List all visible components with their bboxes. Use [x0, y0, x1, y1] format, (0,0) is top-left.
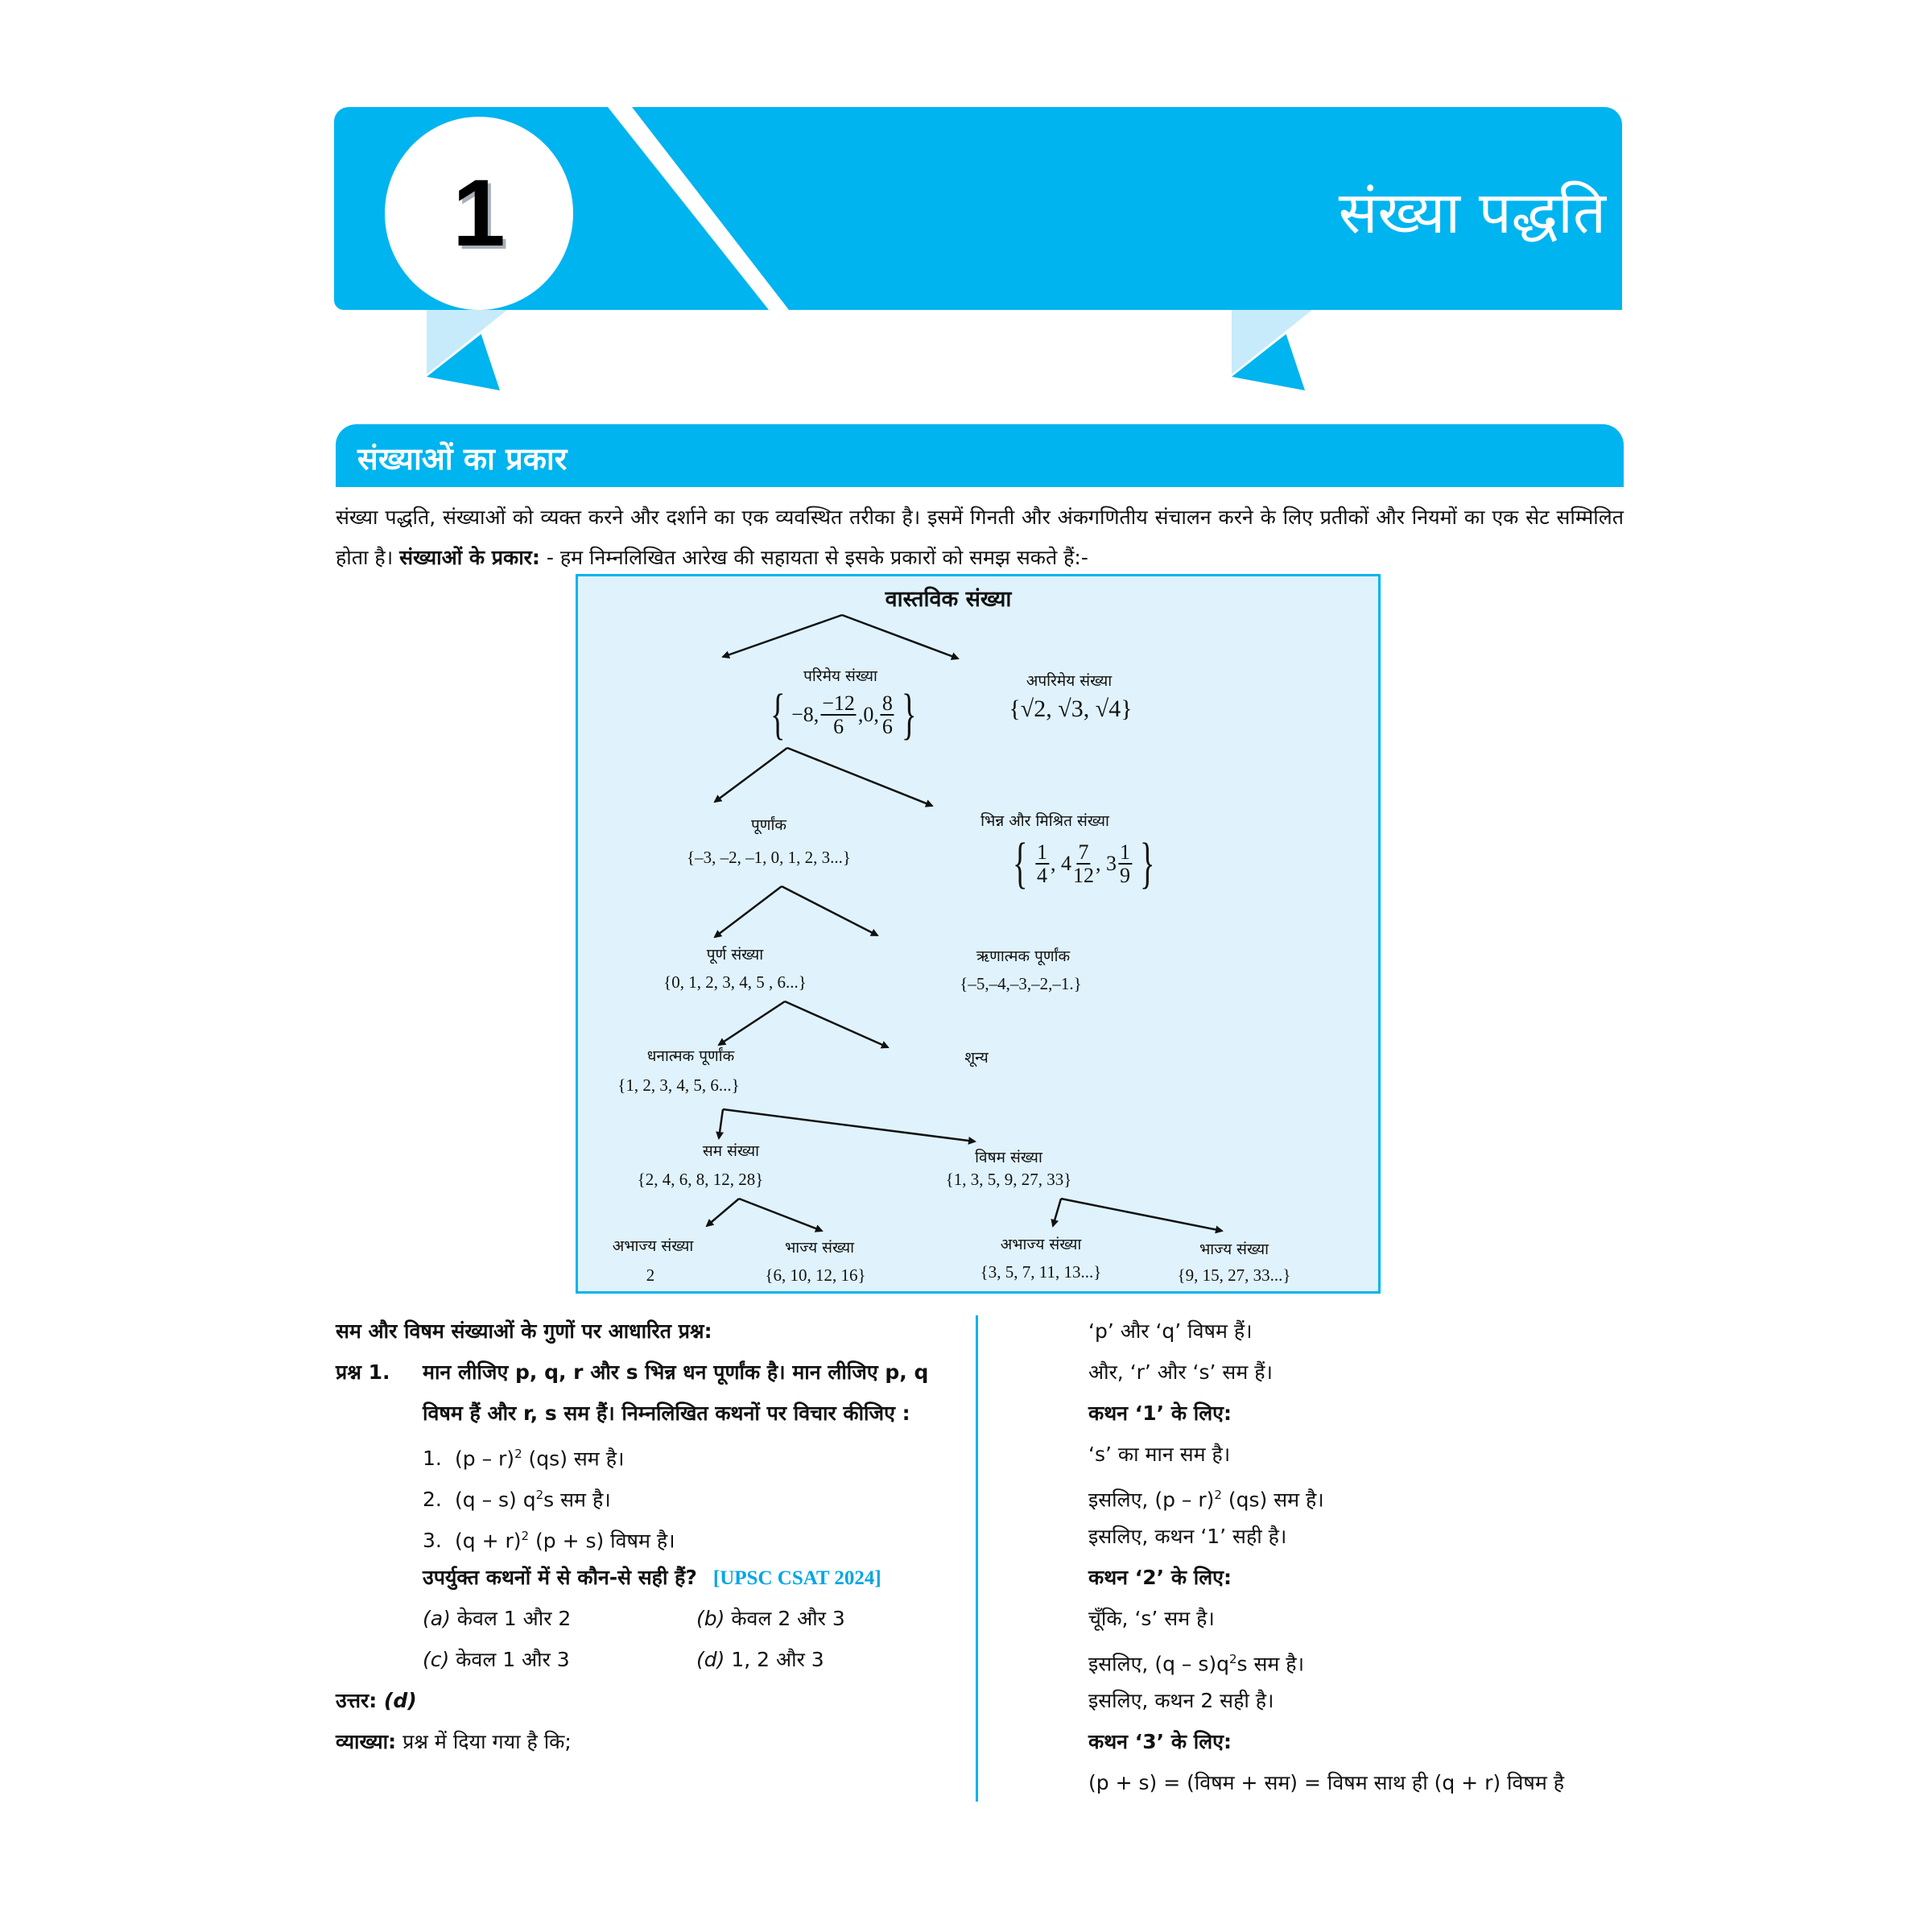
left-column — [336, 1311, 964, 1762]
node-even-prime-set: 2 — [646, 1265, 655, 1285]
option-a: (a) केवल 1 और 2 — [423, 1607, 572, 1630]
solution-line: चूँकि, ‘s’ सम है। — [1088, 1607, 1215, 1630]
solution-line: ‘s’ का मान सम है। — [1088, 1443, 1231, 1466]
intro-text-2: - हम निम्नलिखित आरेख की सहायता से इसके प्रकारों को समझ सकते हैं:- — [539, 546, 1088, 569]
solution-line: इसलिए, कथन 2 सही है। — [1088, 1689, 1274, 1712]
chapter-banner — [334, 107, 1622, 316]
node-odd-set: {1, 3, 5, 9, 27, 33} — [945, 1170, 1072, 1189]
statement-3: 3. $(q + r)^2$ (p + s) विषम है। — [423, 1529, 675, 1553]
node-zero-label: शून्य — [964, 1049, 989, 1067]
exam-source-tag: [UPSC CSAT 2024] — [712, 1567, 881, 1589]
node-real-numbers: वास्तविक संख्या — [885, 587, 1012, 612]
solution-subheading: कथन ‘1’ के लिए: — [1088, 1402, 1232, 1425]
node-even-set: {2, 4, 6, 8, 12, 28} — [637, 1170, 764, 1189]
intro-bold: संख्याओं के प्रकार: — [399, 546, 540, 569]
chapter-number-badge — [385, 117, 573, 310]
node-odd-prime-label: अभाज्य संख्या — [1000, 1236, 1082, 1253]
node-integers-set: {–3, –2, –1, 0, 1, 2, 3...} — [687, 848, 851, 867]
solution-line: और, ‘r’ और ‘s’ सम हैं। — [1088, 1360, 1273, 1384]
node-even-label: सम संख्या — [702, 1142, 760, 1160]
solution-line: इसलिए, (p – r)$^2$ (qs) सम है। — [1088, 1488, 1324, 1512]
statement-1: 1. (p – r)$^2$ (qs) सम है। — [423, 1447, 625, 1471]
chapter-title: संख्या पद्धति — [1338, 179, 1606, 246]
solution-line: ‘p’ और ‘q’ विषम हैं। — [1088, 1319, 1253, 1343]
solution-subheading: कथन ‘2’ के लिए: — [1088, 1566, 1232, 1589]
intro-paragraph — [336, 497, 1624, 578]
question-text: मान लीजिए p, q, r और s भिन्न धन पूर्णांक है। मान लीजिए p, q विषम हैं और r, s सम हैं। निम्नलिखित कथनों पर विचार कीजिए : — [423, 1360, 929, 1425]
node-fractions-label: भिन्न और मिश्रित संख्या — [980, 812, 1109, 830]
solution-line: इसलिए, कथन ‘1’ सही है। — [1088, 1525, 1287, 1548]
node-positive-label: धनात्मक पूर्णांक — [646, 1047, 735, 1065]
node-irrational-label: अपरिमेय संख्या — [1026, 672, 1113, 690]
node-odd-label: विषम संख्या — [975, 1149, 1042, 1166]
option-d: (d) 1, 2 और 3 — [696, 1648, 824, 1671]
option-b: (b) केवल 2 और 3 — [696, 1607, 845, 1630]
node-odd-composite-label: भाज्य संख्या — [1199, 1241, 1269, 1258]
chapter-number: 1 — [452, 160, 506, 266]
node-whole-set: {0, 1, 2, 3, 4, 5 , 6...} — [663, 972, 807, 992]
node-rational-label: परिमेय संख्या — [803, 667, 877, 685]
question-ask: उपर्युक्त कथनों में से कौन-से सही हैं? [UPSC CSAT 2024] — [423, 1566, 881, 1589]
solution-line: इसलिए, $(q - s)q^2s$ सम है। — [1088, 1652, 1305, 1676]
right-column — [1088, 1311, 1620, 1803]
node-irrational-set: {√2, √3, √4} — [1009, 696, 1133, 722]
node-odd-composite-set: {9, 15, 27, 33...} — [1177, 1265, 1291, 1285]
question-1 — [336, 1352, 964, 1434]
node-whole-label: पूर्ण संख्या — [706, 946, 764, 964]
number-types-diagram — [576, 574, 1381, 1294]
node-rational-set: { −8, $\frac{-12}{6}$ ,0, $\frac{8}{6}$ } — [770, 683, 917, 745]
answer-line: उत्तर: (d) — [336, 1689, 417, 1712]
question-section-heading: सम और विषम संख्याओं के गुणों पर आधारित प्रश्न: — [336, 1319, 712, 1343]
answer-options — [336, 1598, 964, 1680]
node-even-prime-label: अभाज्य संख्या — [612, 1237, 694, 1255]
explanation-line: व्याख्या: प्रश्न में दिया गया है कि; — [336, 1730, 572, 1753]
solution-line: (p + s) = (विषम + सम) = विषम साथ ही (q + r) विषम है — [1088, 1771, 1565, 1794]
question-label: प्रश्न 1. — [336, 1360, 390, 1384]
node-positive-set: {1, 2, 3, 4, 5, 6...} — [617, 1075, 740, 1095]
node-negative-label: ऋणात्मक पूर्णांक — [976, 947, 1071, 965]
node-negative-set: {–5,–4,–3,–2,–1.} — [960, 974, 1082, 993]
node-even-composite-set: {6, 10, 12, 16} — [765, 1265, 866, 1285]
node-integers-label: पूर्णांक — [750, 816, 787, 834]
solution-subheading: कथन ‘3’ के लिए: — [1088, 1730, 1232, 1753]
section-header — [336, 424, 1624, 487]
intro-text-1: संख्या पद्धति, संख्याओं को व्यक्त करने और दर्शाने का एक व्यवस्थित तरीका है। इसमें गिनती और अंकगणितीय संचालन करने के लिए प्रतीकों और नियमों का एक सेट सम्मिलित होता है। — [336, 506, 1624, 569]
column-divider — [976, 1315, 978, 1802]
node-even-composite-label: भाज्य संख्या — [784, 1239, 855, 1257]
node-fractions-set: { $\frac{1}{4}$ , 4 $\frac{7}{12}$ , 3 $\frac{1}{9}$ } — [1012, 832, 1155, 894]
section-title: संख्याओं का प्रकार — [357, 441, 568, 477]
node-odd-prime-set: {3, 5, 7, 11, 13...} — [980, 1262, 1102, 1282]
option-c: (c) केवल 1 और 3 — [423, 1648, 570, 1671]
statement-2: 2. (q – s) $q^2s$ सम है। — [423, 1488, 611, 1512]
